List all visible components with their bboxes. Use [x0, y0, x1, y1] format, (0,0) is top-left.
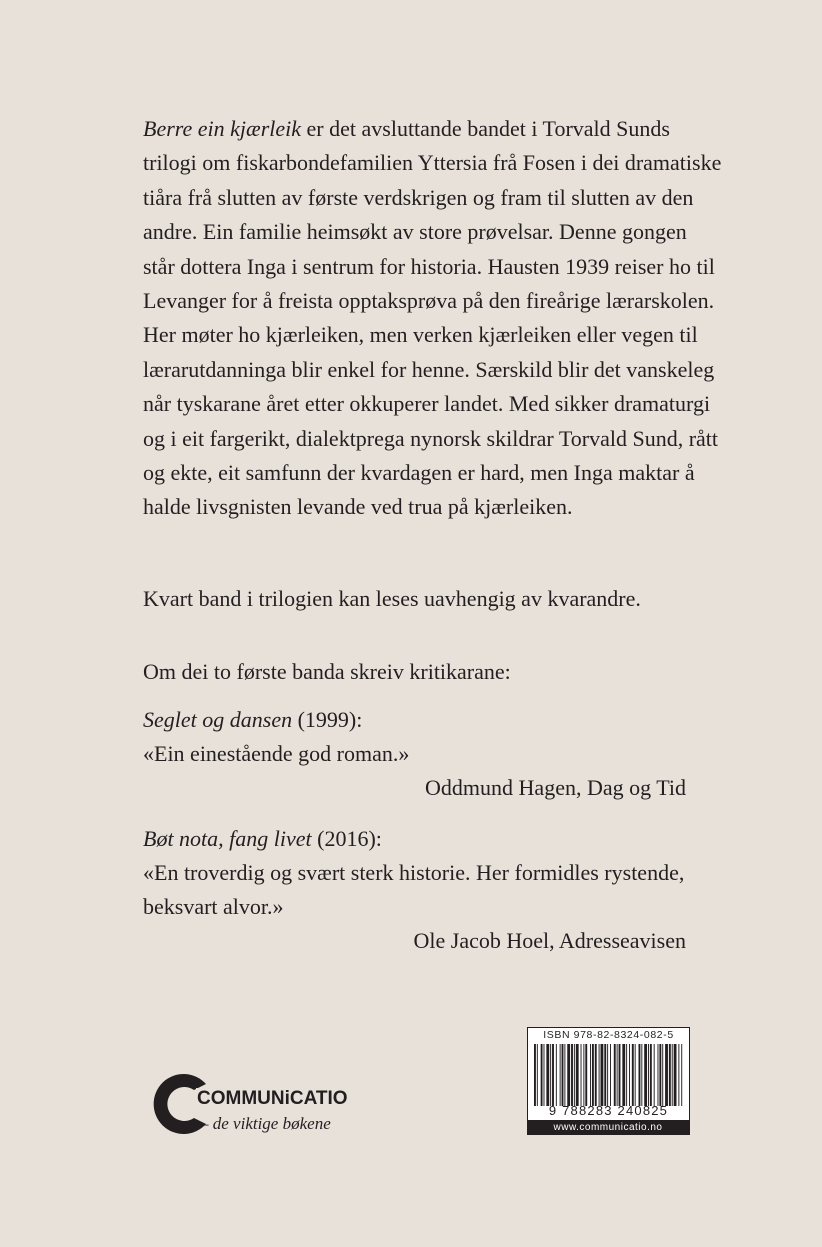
barcode-bar — [534, 1044, 536, 1106]
barcode-bar — [590, 1044, 591, 1106]
review-year: (1999): — [292, 707, 363, 732]
review-quote-line: beksvart alvor.» — [143, 894, 284, 919]
barcode-bar — [678, 1044, 679, 1106]
barcode-bar — [610, 1044, 611, 1106]
barcode-bar — [648, 1044, 649, 1106]
barcode-bar — [576, 1044, 579, 1106]
publisher-name: COMMUNiCATIO — [197, 1088, 348, 1109]
barcode-bar — [544, 1044, 545, 1106]
barcode-bar — [604, 1044, 606, 1106]
book-title: Berre ein kjærleik — [143, 116, 302, 141]
barcode-bar — [635, 1044, 636, 1106]
barcode-bar — [552, 1044, 554, 1106]
barcode-bar — [560, 1044, 561, 1106]
critics-intro: Om dei to første banda skreiv kritikarane: — [143, 659, 511, 684]
barcode-bar — [669, 1044, 671, 1106]
barcode-bar — [541, 1044, 543, 1106]
barcode-bar — [672, 1044, 673, 1106]
barcode-bar — [574, 1044, 575, 1106]
review-attribution: Ole Jacob Hoel, Adresseavisen — [413, 928, 686, 953]
barcode-bar — [617, 1044, 618, 1106]
barcode-bar — [641, 1044, 642, 1106]
review-book-title: Seglet og dansen — [143, 707, 293, 732]
barcode-bar — [619, 1044, 621, 1106]
barcode-bar — [592, 1044, 594, 1106]
review-quote-line: «Ein einestående god roman.» — [143, 741, 410, 766]
barcode-bar — [595, 1044, 597, 1106]
publisher-tagline: – de viktige bøkene — [200, 1114, 331, 1133]
review-heading — [143, 703, 703, 737]
barcode-bar — [658, 1044, 659, 1106]
barcode-bar — [581, 1044, 582, 1106]
barcode-bar — [654, 1044, 655, 1106]
barcode-bar — [650, 1044, 652, 1106]
barcode-bar — [607, 1044, 608, 1106]
barcode-digits: 9 788283 240825 — [548, 1103, 669, 1118]
barcode-bar — [585, 1044, 587, 1106]
barcode-bar — [537, 1044, 538, 1106]
barcode-bar — [599, 1044, 600, 1106]
review-quote-line: «En troverdig og svært sterk historie. Her formidles rystende, — [143, 860, 685, 885]
barcode-bar — [583, 1044, 584, 1106]
barcode-bar — [665, 1044, 668, 1106]
barcode-bar — [681, 1044, 682, 1106]
barcode-bar — [662, 1044, 663, 1106]
barcode-bar — [556, 1044, 557, 1106]
isbn-barcode — [527, 1027, 690, 1135]
trilogy-note: Kvart band i trilogien kan leses uavhengig av kvarandre. — [143, 586, 641, 611]
barcode-bar — [546, 1044, 549, 1106]
isbn-label: ISBN 978-82-8324-082-5 — [543, 1029, 674, 1041]
barcode-bar — [639, 1044, 641, 1106]
barcode-bar — [614, 1044, 616, 1106]
review-2 — [143, 822, 703, 958]
barcode-bar — [674, 1044, 677, 1106]
review-attribution: Oddmund Hagen, Dag og Tid — [425, 775, 686, 800]
barcode-bar — [571, 1044, 573, 1106]
barcode-bar — [550, 1044, 551, 1106]
publisher-url: www.communicatio.no — [527, 1120, 690, 1135]
barcode-bars — [534, 1044, 683, 1106]
barcode-bar — [564, 1044, 565, 1106]
barcode-bar — [626, 1044, 627, 1106]
review-heading — [143, 822, 703, 856]
publisher-logo — [140, 1062, 380, 1152]
blurb-text: er det avsluttande bandet i Torvald Sunds trilogi om fiskarbondefamilien Yttersia frå Fosen i dei dramatiske tiåra frå slutten av første verdskrigen og fram til slutten av den andre. Ein familie heimsøkt av store prøvelsar. Denne gongen står dottera Inga i sentrum for historia. Hausten 1939 reiser ho til Levanger for å freista opptaksprøva på den fireårige lærarskolen. Her møter ho kjærleiken, men verken kjærleiken eller vegen til lærarutdanninga blir enkel for henne. Særskild blir det vanskeleg når tyskarane året etter okkuperer landet. Med sikker dramaturgi og i eit fargerikt, dialektprega nynorsk skildrar Torvald Sund, rått og ekte, eit samfunn der kvardagen er hard, men Inga maktar å halde livsgnisten levande ved trua på kjærleiken. — [143, 116, 722, 520]
barcode-bar — [562, 1044, 564, 1106]
barcode-bar — [644, 1044, 647, 1106]
barcode-bar — [567, 1044, 570, 1106]
barcode-bar — [601, 1044, 604, 1106]
barcode-bar — [632, 1044, 634, 1106]
review-year: (2016): — [311, 826, 382, 851]
barcode-bar — [622, 1044, 625, 1106]
barcode-bar — [629, 1044, 630, 1106]
review-1 — [143, 703, 703, 805]
barcode-bar — [659, 1044, 661, 1106]
review-book-title: Bøt nota, fang livet — [143, 826, 312, 851]
blurb-paragraph — [143, 112, 723, 525]
